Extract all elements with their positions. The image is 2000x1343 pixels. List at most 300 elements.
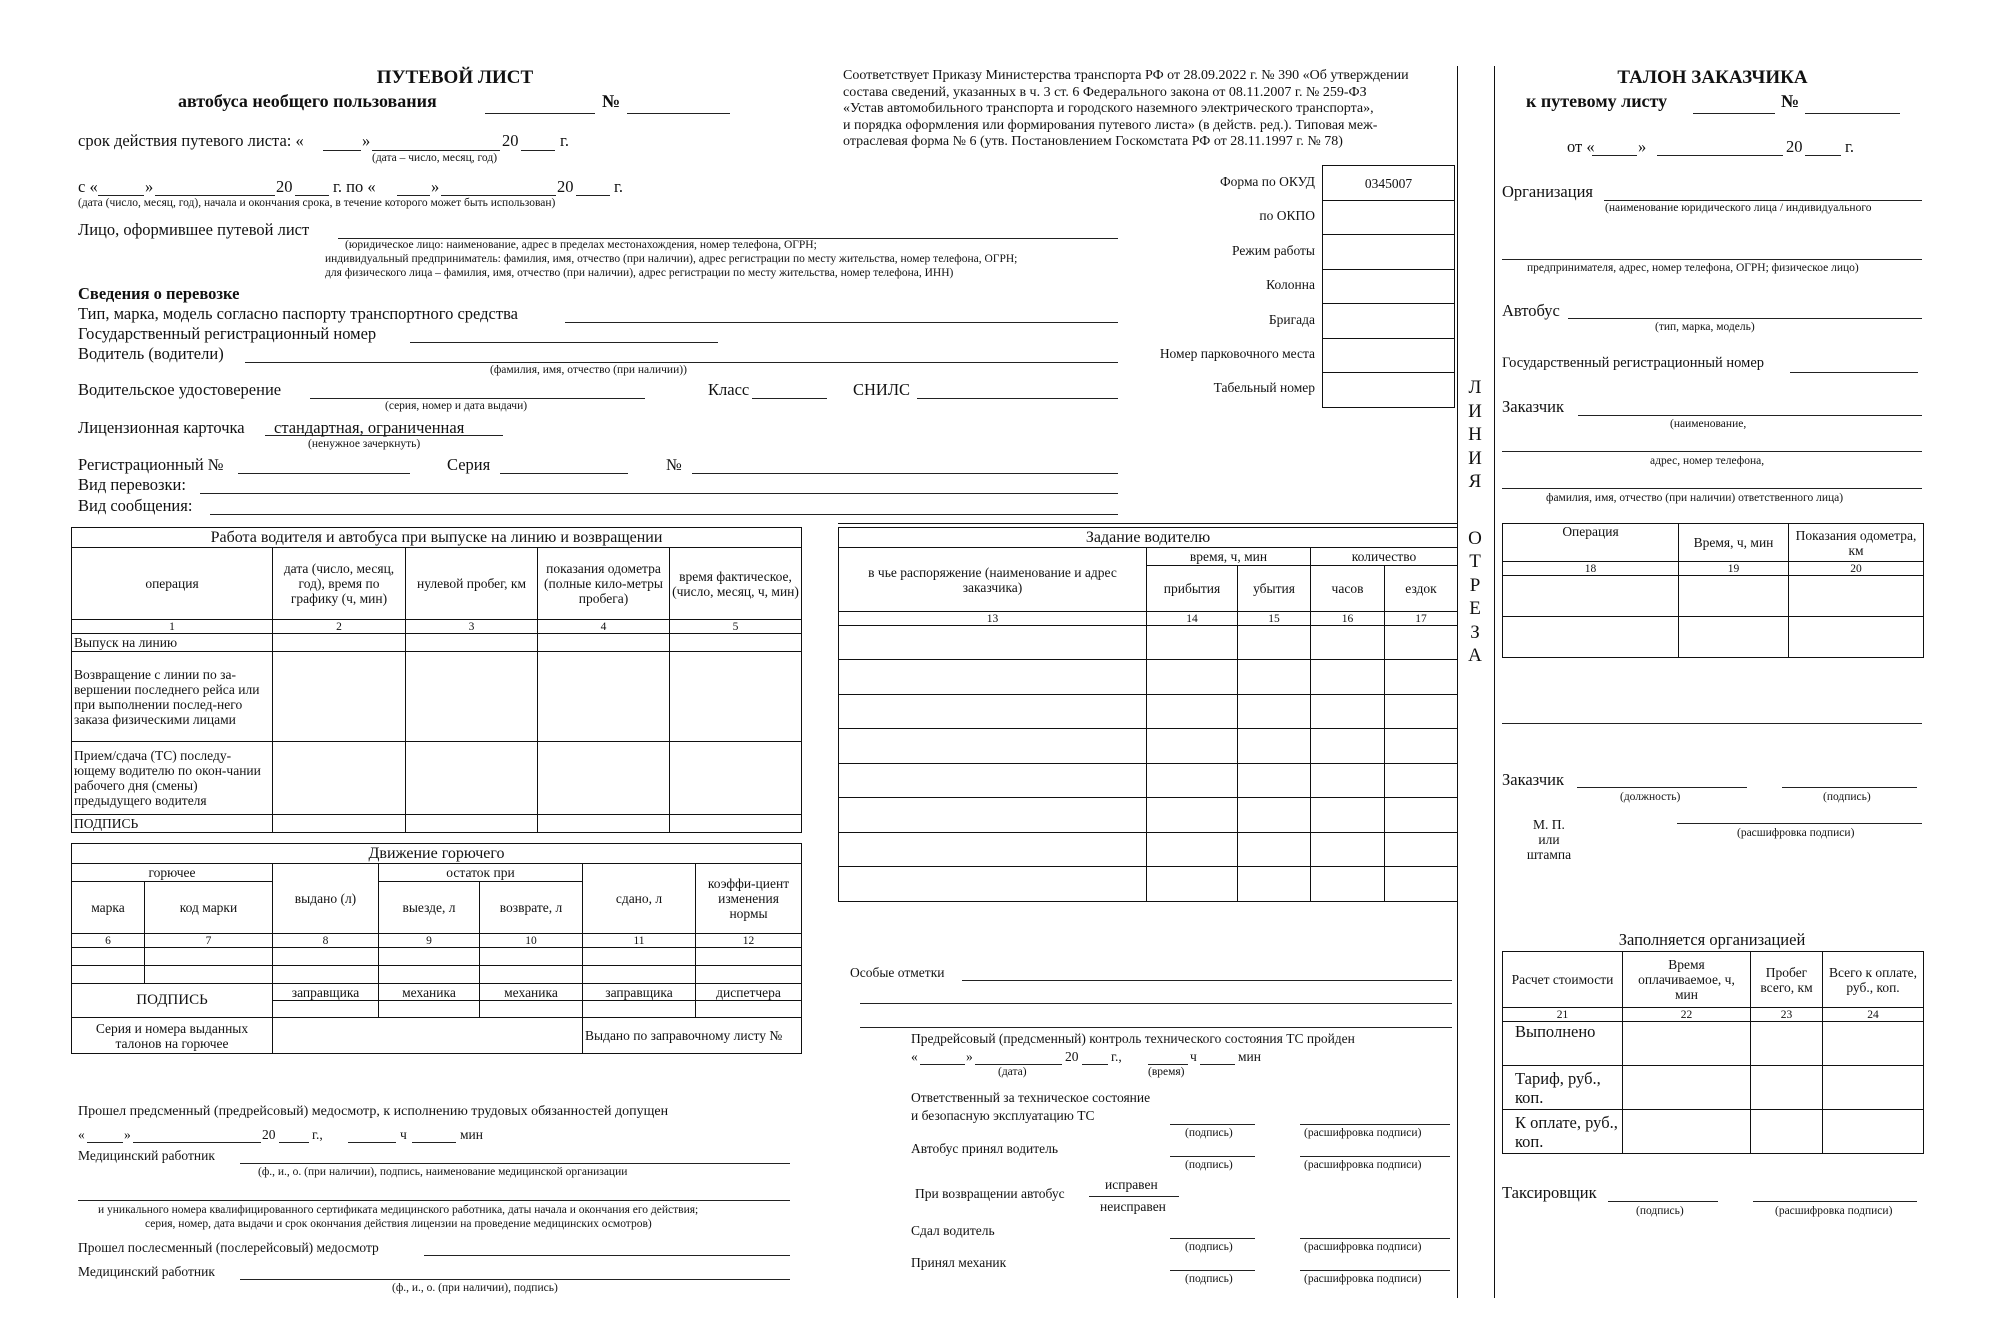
cell[interactable]	[839, 867, 1147, 902]
cell[interactable]	[1311, 764, 1385, 798]
cell[interactable]	[839, 798, 1147, 833]
work-table	[71, 527, 802, 833]
cell[interactable]	[1823, 1022, 1924, 1066]
cell[interactable]	[1823, 1066, 1924, 1110]
col-header: коэффи-циент изменения нормы	[696, 864, 802, 934]
cell[interactable]	[1238, 798, 1311, 833]
col-number: 6	[72, 934, 145, 948]
sig-line[interactable]	[1170, 1124, 1255, 1125]
col-header: ездок	[1385, 566, 1458, 612]
cell[interactable]	[1147, 833, 1238, 867]
col-header: часов	[1311, 566, 1385, 612]
cell[interactable]	[839, 729, 1147, 764]
worker-note: и уникального номера квалифицированного сертификата медицинского работника, даты начала и окончания его действия;	[98, 1204, 699, 1216]
cell[interactable]	[1147, 764, 1238, 798]
handed-label: Сдал водитель	[911, 1223, 995, 1238]
row-label: Тариф, руб., коп.	[1503, 1066, 1623, 1110]
card-value[interactable]: стандартная, ограниченная	[274, 418, 465, 437]
col-header: Пробег всего, км	[1751, 952, 1823, 1008]
cell[interactable]	[538, 634, 670, 652]
tech-year[interactable]	[1082, 1064, 1108, 1065]
cell[interactable]	[1679, 617, 1789, 658]
med-hour[interactable]	[348, 1142, 396, 1143]
col-number: 5	[670, 620, 802, 634]
cell[interactable]	[1147, 867, 1238, 902]
cell[interactable]	[1147, 695, 1238, 729]
validity-label: срок действия путевого листа: «	[78, 131, 304, 150]
cell[interactable]	[379, 1001, 480, 1018]
col-header: возврате, л	[480, 882, 583, 934]
return-divider	[1089, 1196, 1179, 1197]
from-label: от «	[1567, 137, 1595, 156]
cell[interactable]	[538, 742, 670, 815]
table-row	[839, 729, 1458, 764]
cell[interactable]	[480, 948, 583, 966]
cell[interactable]	[1311, 626, 1385, 660]
cell[interactable]	[1789, 617, 1924, 658]
special-notes-label: Особые отметки	[850, 965, 945, 980]
col-number: 4	[538, 620, 670, 634]
med-day[interactable]	[87, 1142, 123, 1143]
cell[interactable]	[1238, 867, 1311, 902]
table-row	[839, 660, 1458, 695]
col-header: выезде, л	[379, 882, 480, 934]
col-header: выдано (л)	[273, 864, 379, 934]
cell[interactable]	[1311, 867, 1385, 902]
sig-line[interactable]	[1170, 1238, 1255, 1239]
cell[interactable]	[1238, 833, 1311, 867]
cell[interactable]	[406, 634, 538, 652]
parking-label: Номер парковочного места	[1159, 346, 1315, 361]
year-prefix: 20	[276, 177, 293, 196]
column-value[interactable]	[1323, 270, 1455, 304]
status-bad[interactable]: неисправен	[1100, 1199, 1166, 1214]
date-note: (дата)	[998, 1066, 1027, 1078]
cell[interactable]	[670, 652, 802, 742]
period-to-day[interactable]	[397, 195, 430, 196]
validity-day-line[interactable]	[323, 150, 361, 151]
worker2-line[interactable]	[240, 1279, 790, 1280]
card-label: Лицензионная карточка	[78, 418, 245, 437]
cell[interactable]	[839, 833, 1147, 867]
sig-note: (подпись)	[1185, 1241, 1233, 1253]
column-label: Колонна	[1266, 277, 1315, 292]
tech-month[interactable]	[975, 1064, 1062, 1065]
cell[interactable]	[1503, 617, 1679, 658]
cell[interactable]	[670, 634, 802, 652]
cell[interactable]	[538, 815, 670, 833]
dec-line[interactable]	[1300, 1156, 1450, 1157]
col-header: дата (число, месяц, год), время по графику (ч, мин)	[273, 548, 406, 620]
table-row	[1503, 617, 1924, 658]
cell[interactable]	[72, 948, 145, 966]
driver-note: (фамилия, имя, отчество (при наличии))	[490, 364, 687, 376]
notes-line[interactable]	[962, 980, 1452, 981]
tech-label: Предрейсовый (предсменный) контроль технического состояния ТС пройден	[911, 1031, 1355, 1046]
section-divider	[838, 523, 1457, 524]
resp-label: и безопасную эксплуатацию ТС	[911, 1108, 1095, 1123]
cell[interactable]	[1385, 729, 1458, 764]
issuer-note: индивидуальный предприниматель: фамилия, имя, отчество (при наличии), адрес регистрации по месту жительства, номер телефона, ОГРН;	[325, 253, 1018, 265]
cell[interactable]	[1385, 660, 1458, 695]
cell[interactable]	[1503, 576, 1679, 617]
quote: »	[966, 1049, 973, 1064]
cell[interactable]	[1823, 1110, 1924, 1154]
validity-month-line[interactable]	[372, 150, 500, 151]
okpo-label: по ОКПО	[1259, 208, 1315, 223]
col-number: 8	[273, 934, 379, 948]
quote: «	[911, 1049, 918, 1064]
cell[interactable]	[583, 948, 696, 966]
cell[interactable]	[1311, 833, 1385, 867]
dec-note: (расшифровка подписи)	[1304, 1127, 1422, 1139]
snils-label: СНИЛС	[853, 380, 911, 399]
row-label: К оплате, руб., коп.	[1503, 1110, 1623, 1154]
col-number: 14	[1147, 612, 1238, 626]
number-sign: №	[602, 91, 621, 111]
number-line[interactable]	[627, 113, 730, 114]
cell[interactable]	[839, 626, 1147, 660]
cell[interactable]	[480, 1001, 583, 1018]
route-line[interactable]	[210, 514, 1118, 515]
return-label: При возвращении автобус	[915, 1186, 1065, 1201]
worker-note: (ф., и., о. (при наличии), подпись, наименование медицинской организации	[258, 1166, 628, 1178]
col-header: убытия	[1238, 566, 1311, 612]
cell[interactable]	[1238, 695, 1311, 729]
hour-label: ч	[400, 1127, 407, 1142]
cell[interactable]	[1238, 729, 1311, 764]
order-text: Соответствует Приказу Министерства транспорта РФ от 28.09.2022 г. № 390 «Об утверждении состава сведений, указанных в ч. 3 ст. 6 Федерального закона от 08.11.2007 г. № 259-ФЗ «Устав автомобильного транспорта и городского наземного электрического транспорта», и порядка оформления или формирования путевого листа» (в действ. ред.). Типовая меж- отраслевая форма № 6 (утв. Постановлением Госкомстата РФ от 28.11.1997 г. № 78)	[843, 68, 1409, 149]
cell[interactable]	[670, 742, 802, 815]
customer2-label: Заказчик	[1502, 770, 1565, 789]
period-note: (дата (число, месяц, год), начала и окончания срока, в течение которого может быть использован)	[78, 197, 556, 209]
table-row	[839, 695, 1458, 729]
position-line[interactable]	[1577, 787, 1747, 788]
dec-line[interactable]	[1300, 1124, 1450, 1125]
kind-line[interactable]	[200, 493, 1118, 494]
cell[interactable]	[406, 815, 538, 833]
quote: »	[124, 1127, 131, 1142]
year-prefix: 20	[1065, 1049, 1079, 1064]
bus-line[interactable]	[1568, 318, 1922, 319]
cut-line-label: Л И Н И Я О Т Р Е З А	[1468, 377, 1482, 666]
cell[interactable]	[583, 1001, 696, 1018]
issued-label: Выдано по заправочному листу №	[583, 1018, 802, 1054]
cell[interactable]	[696, 1001, 802, 1018]
notes-line[interactable]	[860, 1003, 1452, 1004]
sig-line[interactable]	[1782, 787, 1917, 788]
col-number: 11	[583, 934, 696, 948]
coupon-month[interactable]	[1657, 155, 1783, 156]
mode-value[interactable]	[1323, 235, 1455, 270]
snils-line[interactable]	[917, 398, 1118, 399]
period-from: с «	[78, 177, 98, 196]
mech-label: Принял механик	[911, 1255, 1007, 1270]
dec-note: (расшифровка подписи)	[1304, 1241, 1422, 1253]
col-header: нулевой пробег, км	[406, 548, 538, 620]
coupon-series-line[interactable]	[1693, 113, 1775, 114]
cell[interactable]	[273, 1001, 379, 1018]
cell[interactable]	[1147, 626, 1238, 660]
col-number: 19	[1679, 562, 1789, 576]
cell[interactable]	[480, 966, 583, 984]
task-table	[838, 527, 1458, 902]
cell[interactable]	[72, 966, 145, 984]
cell[interactable]	[145, 966, 273, 984]
cell[interactable]	[406, 742, 538, 815]
coupons-value[interactable]	[273, 1018, 583, 1054]
sign-label: ПОДПИСЬ	[72, 984, 273, 1018]
cell[interactable]	[379, 948, 480, 966]
number-sign: №	[1781, 91, 1800, 111]
calc-table	[1502, 951, 1924, 1154]
col-number: 2	[273, 620, 406, 634]
brigade-value[interactable]	[1323, 304, 1455, 339]
cell[interactable]	[1385, 764, 1458, 798]
blank-line[interactable]	[1502, 723, 1922, 724]
org-line-2[interactable]	[1502, 259, 1922, 260]
accepted-label: Автобус принял водитель	[911, 1141, 1058, 1156]
year-prefix: 20	[262, 1127, 276, 1142]
cell[interactable]	[273, 966, 379, 984]
cell[interactable]	[1623, 1066, 1751, 1110]
cell[interactable]	[406, 652, 538, 742]
issuer-note: (юридическое лицо: наименование, адрес в пределах местонахождения, номер телефона, ОГРН;	[345, 239, 817, 251]
notes-line[interactable]	[860, 1027, 1452, 1028]
table-row	[1503, 576, 1924, 617]
col-header: Всего к оплате, руб., коп.	[1823, 952, 1924, 1008]
sig-line[interactable]	[1170, 1156, 1255, 1157]
cell[interactable]	[696, 948, 802, 966]
post-line[interactable]	[424, 1255, 790, 1256]
cell[interactable]	[538, 652, 670, 742]
cell[interactable]	[1679, 576, 1789, 617]
coupon-year[interactable]	[1805, 155, 1841, 156]
cell[interactable]	[1789, 576, 1924, 617]
col-header: Время оплачиваемое, ч, мин	[1623, 952, 1751, 1008]
cell[interactable]	[1238, 660, 1311, 695]
customer-note: (наименование,	[1670, 418, 1747, 430]
taxi-label: Таксировщик	[1502, 1183, 1597, 1202]
dec-line[interactable]	[1300, 1238, 1450, 1239]
period-from-day[interactable]	[98, 195, 144, 196]
vehicle-line[interactable]	[565, 322, 1118, 323]
cell[interactable]	[1311, 798, 1385, 833]
issuer-label: Лицо, оформившее путевой лист	[78, 220, 310, 239]
col-number: 13	[839, 612, 1147, 626]
medical-post: Прошел послесменный (послерейсовый) медосмотр	[78, 1240, 379, 1255]
bus-note: (тип, марка, модель)	[1655, 321, 1755, 333]
cell[interactable]	[1751, 1022, 1823, 1066]
validity-year-line[interactable]	[521, 150, 555, 151]
table-row	[839, 626, 1458, 660]
tabnum-value[interactable]	[1323, 373, 1455, 408]
okpo-value[interactable]	[1323, 201, 1455, 235]
hour-label: ч	[1190, 1049, 1197, 1064]
col-number: 3	[406, 620, 538, 634]
cell[interactable]	[1385, 695, 1458, 729]
medical-pre: Прошел предсменный (предрейсовый) медосмотр, к исполнению трудовых обязанностей допущен	[78, 1104, 669, 1119]
remain-group: остаток при	[379, 864, 583, 882]
regno-line[interactable]	[238, 473, 410, 474]
cell[interactable]	[1311, 695, 1385, 729]
col-number: 24	[1823, 1008, 1924, 1022]
customer-line-3[interactable]	[1502, 488, 1922, 489]
cell[interactable]	[1385, 867, 1458, 902]
worker2-label: Медицинский работник	[78, 1264, 215, 1279]
col-number: 17	[1385, 612, 1458, 626]
okud-value: 0345007	[1323, 166, 1455, 201]
cell[interactable]	[379, 966, 480, 984]
cell[interactable]	[1623, 1022, 1751, 1066]
cell[interactable]	[145, 948, 273, 966]
period-to-month[interactable]	[441, 195, 556, 196]
cell[interactable]	[1311, 660, 1385, 695]
med-year[interactable]	[279, 1142, 309, 1143]
coupon-day[interactable]	[1592, 155, 1637, 156]
cell[interactable]	[839, 695, 1147, 729]
sig-line[interactable]	[1608, 1201, 1718, 1202]
quote: »	[145, 177, 154, 196]
cell[interactable]	[1311, 729, 1385, 764]
org-note: предпринимателя, адрес, номер телефона, ОГРН; физическое лицо)	[1527, 262, 1859, 274]
cell[interactable]	[1623, 1110, 1751, 1154]
regnum-label: Государственный регистрационный номер	[78, 324, 377, 343]
col-number: 16	[1311, 612, 1385, 626]
dec-note: (расшифровка подписи)	[1775, 1205, 1893, 1217]
table-row	[839, 798, 1458, 833]
med-min[interactable]	[412, 1142, 456, 1143]
cell[interactable]	[1751, 1110, 1823, 1154]
col-number: 23	[1751, 1008, 1823, 1022]
col-number: 12	[696, 934, 802, 948]
coupon-title: ТАЛОН ЗАКАЗЧИКА	[1617, 67, 1808, 88]
signer: диспетчера	[696, 984, 802, 1001]
quote: »	[362, 131, 371, 150]
sig-note: (подпись)	[1636, 1205, 1684, 1217]
cell[interactable]	[1238, 626, 1311, 660]
operations-table	[1502, 523, 1924, 658]
license-line[interactable]	[310, 398, 645, 399]
parking-value[interactable]	[1323, 339, 1455, 373]
cell[interactable]	[839, 660, 1147, 695]
customer-note: фамилия, имя, отчество (при наличии) ответственного лица)	[1546, 492, 1844, 504]
driver-label: Водитель (водители)	[78, 344, 224, 363]
fuel-group: горючее	[72, 864, 273, 882]
reg-line[interactable]	[1790, 372, 1918, 373]
license-label: Водительское удостоверение	[78, 380, 282, 399]
cell[interactable]	[1385, 798, 1458, 833]
col-header: операция	[72, 548, 273, 620]
form-subtitle: автобуса необщего пользования	[178, 91, 437, 111]
period-from-year[interactable]	[295, 195, 329, 196]
col-header: показания одометра (полные кило-метры пробега)	[538, 548, 670, 620]
col-header: Операция	[1503, 524, 1679, 562]
cell[interactable]	[1238, 764, 1311, 798]
cell[interactable]	[273, 742, 406, 815]
year-suffix: г.	[560, 131, 570, 150]
org-line[interactable]	[1604, 200, 1922, 201]
regnum-line[interactable]	[410, 342, 718, 343]
quote: »	[1638, 137, 1647, 156]
table-row	[839, 833, 1458, 867]
col-number: 10	[480, 934, 583, 948]
cell[interactable]	[273, 652, 406, 742]
cell[interactable]	[273, 948, 379, 966]
period-from-month[interactable]	[155, 195, 275, 196]
customer-line-2[interactable]	[1502, 451, 1922, 452]
coupon-number-line[interactable]	[1805, 113, 1900, 114]
customer-label: Заказчик	[1502, 397, 1565, 416]
med-month[interactable]	[133, 1142, 261, 1143]
period-to-year[interactable]	[576, 195, 610, 196]
row-label: Выпуск на линию	[72, 634, 273, 652]
transport-heading: Сведения о перевозке	[78, 284, 240, 303]
cell[interactable]	[1385, 626, 1458, 660]
col-header: сдано, л	[583, 864, 696, 934]
quote: »	[431, 177, 440, 196]
cell[interactable]	[1385, 833, 1458, 867]
series-label: Серия	[447, 455, 491, 474]
series-line[interactable]	[500, 473, 628, 474]
col-header: в чье распоряжение (наименование и адрес заказчика)	[839, 548, 1147, 612]
dec-line[interactable]	[1300, 1270, 1450, 1271]
cell[interactable]	[670, 815, 802, 833]
dec-line[interactable]	[1753, 1201, 1917, 1202]
sig-note: (подпись)	[1185, 1127, 1233, 1139]
class-line[interactable]	[752, 398, 827, 399]
dec-line[interactable]	[1677, 823, 1922, 824]
time-note: (время)	[1148, 1066, 1185, 1078]
col-header: Показания одометра, км	[1789, 524, 1924, 562]
coupon-subtitle: к путевому листу	[1526, 91, 1668, 111]
worker-line[interactable]	[240, 1163, 790, 1164]
driver-line[interactable]	[245, 362, 1118, 363]
cell[interactable]	[1751, 1066, 1823, 1110]
worker-line-2[interactable]	[78, 1200, 790, 1201]
col-number: 20	[1789, 562, 1924, 576]
year-prefix: 20	[557, 177, 574, 196]
cell[interactable]	[1147, 798, 1238, 833]
year-suffix: г.,	[312, 1127, 323, 1142]
task-table-title: Задание водителю	[839, 528, 1458, 548]
tabnum-label: Табельный номер	[1213, 380, 1315, 395]
col-number: 15	[1238, 612, 1311, 626]
tech-day[interactable]	[920, 1064, 965, 1065]
cell[interactable]	[839, 764, 1147, 798]
cell[interactable]	[273, 634, 406, 652]
cell[interactable]	[1147, 729, 1238, 764]
num-line[interactable]	[692, 473, 1118, 474]
sig-line[interactable]	[1170, 1270, 1255, 1271]
cell[interactable]	[1147, 660, 1238, 695]
status-ok[interactable]: исправен	[1105, 1177, 1158, 1192]
cell[interactable]	[583, 966, 696, 984]
issuer-note: для физического лица – фамилия, имя, отчество (при наличии), адрес регистрации по месту жительства, номер телефона, ИНН)	[325, 267, 954, 279]
route-label: Вид сообщения:	[78, 496, 193, 515]
col-header: прибытия	[1147, 566, 1238, 612]
cell[interactable]	[273, 815, 406, 833]
tech-min[interactable]	[1200, 1064, 1235, 1065]
series-line[interactable]	[485, 113, 595, 114]
num-label: №	[666, 455, 682, 474]
customer-line[interactable]	[1578, 415, 1922, 416]
tech-hour[interactable]	[1148, 1064, 1188, 1065]
cell[interactable]	[696, 966, 802, 984]
table-row	[839, 764, 1458, 798]
row-label: Прием/сдача (ТС) последу-ющему водителю по окон-чании рабочего дня (смены) предыдущего водителя	[72, 742, 273, 815]
validity-note: (дата – число, месяц, год)	[372, 152, 498, 164]
